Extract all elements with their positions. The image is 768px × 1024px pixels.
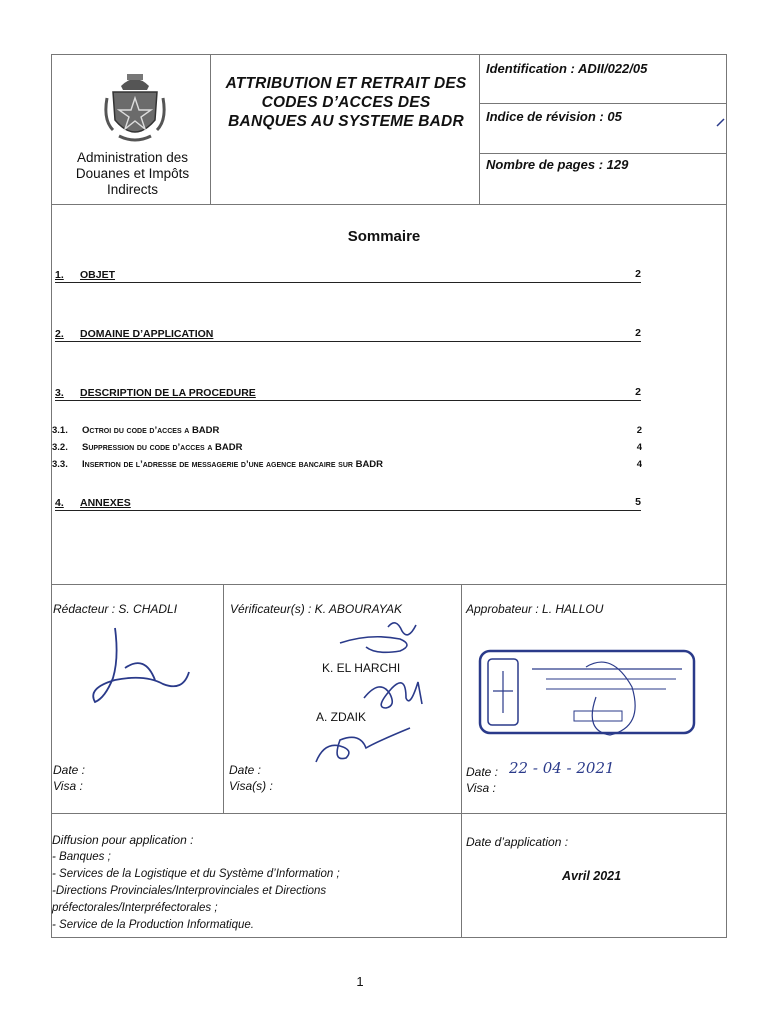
toc-subentry[interactable]: [52, 459, 642, 473]
toc-entry[interactable]: [55, 269, 641, 285]
diffusion-item: - Services de la Logistique et du Système d’Information ;: [52, 868, 340, 880]
toc-page: 5: [635, 496, 641, 508]
signature-col-divider-1: [223, 584, 224, 813]
date-application-label: Date d’application :: [466, 835, 569, 849]
header-divider: [51, 204, 727, 205]
verificateur-signature-1-icon: [330, 613, 440, 673]
redacteur-visa-label: Visa :: [53, 779, 83, 793]
toc-number: 3.3.: [52, 459, 68, 470]
verificateur-signature-3-icon: [310, 722, 420, 772]
header-col-divider-1: [210, 54, 211, 204]
redacteur-signature-icon: [85, 618, 195, 718]
diffusion-list: [52, 851, 340, 936]
identification-code: Identification : ADII/022/05: [486, 61, 648, 76]
toc-label: ANNEXES: [80, 497, 131, 509]
pen-mark-icon: [716, 117, 726, 127]
official-stamp-icon: [476, 647, 700, 739]
toc-number: 2.: [55, 328, 64, 340]
toc-number: 3.2.: [52, 442, 68, 453]
toc-subentry[interactable]: [52, 442, 642, 456]
toc-label: DOMAINE D’APPLICATION: [80, 328, 214, 340]
document-title: ATTRIBUTION ET RETRAIT DES CODES D’ACCES DES BANQUES AU SYSTEME BADR: [225, 75, 467, 130]
toc-label: DESCRIPTION DE LA PROCEDURE: [80, 387, 256, 399]
toc-page: 4: [636, 459, 642, 470]
revision-index: Indice de révision : 05: [486, 109, 622, 124]
diffusion-item: - Banques ;: [52, 851, 111, 863]
toc-label: OBJET: [80, 269, 116, 281]
toc-page: 2: [635, 268, 641, 280]
toc-page: 4: [636, 442, 642, 453]
toc-page: 2: [635, 386, 641, 398]
footer-divider: [51, 813, 727, 814]
approbation-date: 22 - 04 - 2021: [509, 759, 615, 777]
header-cell-divider-2: [479, 153, 727, 154]
verificateur-signature-2-icon: [356, 668, 436, 718]
coat-of-arms-icon: [103, 70, 167, 150]
date-application-value: Avril 2021: [562, 869, 622, 883]
verificateur-visa-label: Visa(s) :: [229, 779, 273, 793]
redacteur-label: Rédacteur : S. CHADLI: [53, 602, 178, 616]
toc-label: Suppression du code d’acces a BADR: [82, 442, 243, 453]
toc-subentry[interactable]: [52, 425, 642, 439]
redacteur-date-label: Date :: [53, 763, 86, 777]
toc-entry[interactable]: [55, 328, 641, 344]
header-col-divider-2: [479, 54, 480, 204]
diffusion-item: préfectorales/Interpréfectorales ;: [52, 902, 218, 914]
toc-number: 1.: [55, 269, 64, 281]
verificateur-label: Vérificateur(s) : K. ABOURAYAK: [230, 602, 403, 616]
toc-title: Sommaire: [347, 228, 421, 245]
signature-divider: [51, 584, 727, 585]
verificateur-2: K. EL HARCHI: [322, 661, 401, 675]
page-count: Nombre de pages : 129: [486, 157, 629, 172]
toc-page: 2: [635, 327, 641, 339]
approbateur-visa-label: Visa :: [466, 781, 496, 795]
toc-page: 2: [636, 425, 642, 436]
approbateur-label: Approbateur : L. HALLOU: [466, 602, 604, 616]
approbateur-date-label: Date :: [466, 765, 499, 779]
organization-name: Administration des Douanes et Impôts Indirects: [75, 150, 190, 197]
diffusion-title: Diffusion pour application :: [52, 833, 194, 847]
diffusion-item: - Service de la Production Informatique.: [52, 919, 254, 931]
verificateur-3: A. ZDAIK: [316, 710, 367, 724]
toc-number: 3.1.: [52, 425, 68, 436]
toc-number: 3.: [55, 387, 64, 399]
verificateur-date-label: Date :: [229, 763, 262, 777]
toc-entry[interactable]: [55, 497, 641, 513]
toc-entry[interactable]: [55, 387, 641, 403]
toc-number: 4.: [55, 497, 64, 509]
diffusion-item: -Directions Provinciales/Interprovinciales et Directions: [52, 885, 327, 897]
page-number: 1: [356, 974, 364, 989]
toc-label: Octroi du code d’acces a BADR: [82, 425, 220, 436]
toc-label: Insertion de l’adresse de messagerie d’une agence bancaire sur BADR: [82, 459, 384, 470]
header-cell-divider-1: [479, 103, 727, 104]
signature-col-divider-2: [461, 584, 462, 938]
